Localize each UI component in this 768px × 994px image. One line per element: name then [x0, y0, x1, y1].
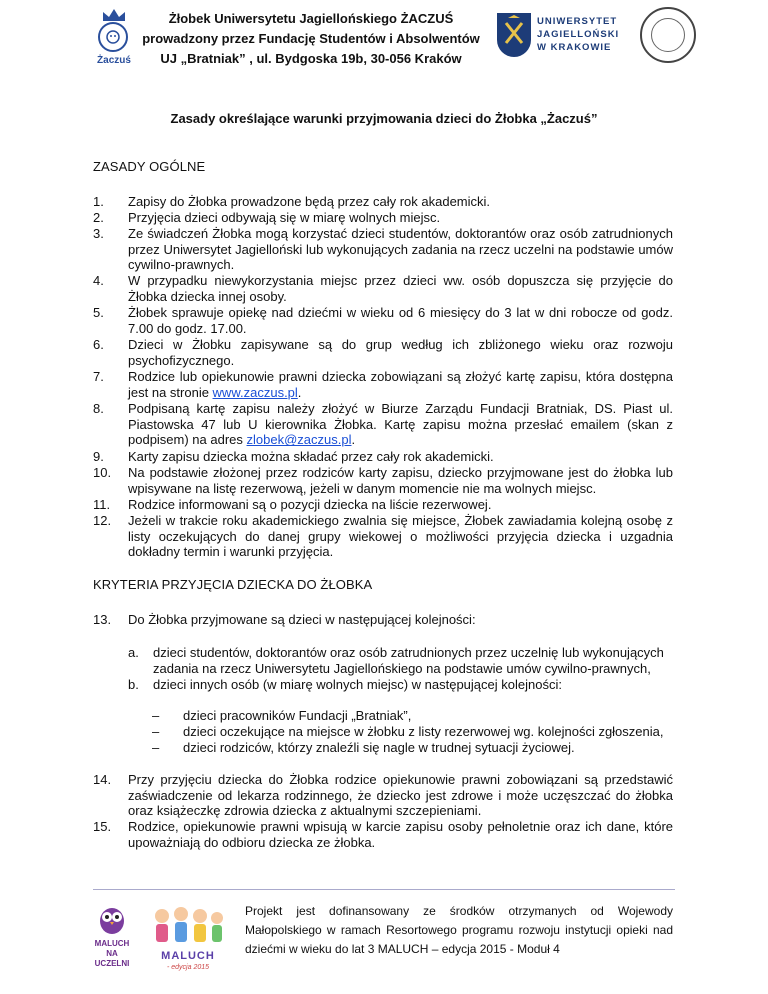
item-number: 8.	[93, 401, 104, 416]
footer-funding-note: Projekt jest dofinansowany ze środków otrzymanych od Wojewody Małopolskiego w ramach Resortowego programu rozwoju instytucji opieki nad dziećmi w wieku do lat 3 MALUCH – edycja 2015 - Moduł 4	[245, 904, 673, 956]
list-item-10: Na podstawie złożonej przez rodziców karty zapisu, dziecko przyjmowane jest do żłobka lub wpisywane na listę rezerwową, jeżeli w danym momencie nie ma wolnych miejsc.	[128, 465, 673, 496]
list-item-8	[128, 401, 673, 448]
uj-shield-icon	[497, 13, 531, 57]
dash-bullet: –	[152, 724, 160, 739]
list-item-9: Karty zapisu dziecka można składać przez cały rok akademicki.	[128, 449, 494, 464]
section-heading-criteria: KRYTERIA PRZYJĘCIA DZIECKA DO ŻŁOBKA	[93, 577, 373, 592]
item-number: 12.	[93, 513, 112, 528]
item-number: 9.	[93, 449, 104, 464]
item-number: 1.	[93, 194, 104, 209]
list-item-11: Rodzice informowani są o pozycji dziecka na liście rezerwowej.	[128, 497, 492, 512]
item-number: 2.	[93, 210, 104, 225]
child-face-icon	[100, 24, 126, 50]
list-item-1: Zapisy do Żłobka prowadzone będą przez cały rok akademicki.	[128, 194, 491, 209]
sub-item-a: dzieci studentów, doktorantów oraz osób zatrudnionych przez uczelnię lub wykonujących zadania na rzecz Uniwersytetu Jagiellońskiego na podstawie umów cywilno-prawnych,	[153, 645, 664, 676]
maluch-logo-text: MALUCH	[161, 950, 215, 962]
seal-inner-ring	[651, 18, 685, 52]
item-number: 10.	[93, 465, 112, 480]
sub-item-label: b.	[128, 677, 139, 692]
page-header	[0, 0, 768, 75]
header-title	[141, 9, 481, 69]
item-number: 4.	[93, 273, 104, 288]
owl-logo-text	[88, 939, 136, 969]
item-number: 13.	[93, 612, 112, 627]
list-item-5: Żłobek sprawuje opiekę nad dziećmi w wieku od 6 miesięcy do 3 lat w dni robocze od godz. 7.00 do godz. 17.00.	[128, 305, 673, 336]
uj-logo-line-1: UNIWERSYTET	[537, 16, 618, 27]
uj-logo-line-3: W KRAKOWIE	[537, 42, 612, 53]
list-item-12: Jeżeli w trakcie roku akademickiego zwalnia się miejsce, Żłobek zawiadamia kolejną osobę z listy oczekujących do danej grupy wiekowej o możliwości przyjęcia dziecka i uzgadnia dokładny termin i warunki przyjęcia.	[128, 513, 673, 560]
item-8-text: Podpisaną kartę zapisu należy złożyć w Biurze Zarządu Fundacji Bratniak, DS. Piast ul. Piastowska 47 lub U kierownika Żłobka. Kartę zapisu można przesłać emailem (skan z podpisem) na adres	[128, 401, 673, 448]
item-number: 14.	[93, 772, 112, 787]
bratniak-seal-icon	[640, 7, 696, 63]
header-line-1: Żłobek Uniwersytetu Jagiellońskiego ŻACZUŚ	[168, 11, 454, 26]
item-8-end: .	[351, 432, 356, 448]
item-number: 7.	[93, 369, 104, 384]
list-item-3: Ze świadczeń Żłobka mogą korzystać dzieci studentów, doktorantów oraz osób zatrudnionych przez Uniwersytet Jagielloński lub wykonujących zadania na rzecz uczelni na podstawie umów cywilno-prawnych.	[128, 226, 673, 273]
list-item-15: Rodzice, opiekunowie prawni wpisują w karcie zapisu osoby pełnoletnie oraz ich dane, które upoważniają do odbioru dziecka ze żłobka.	[128, 819, 673, 850]
zaczus-website-link[interactable]: www.zaczus.pl	[212, 384, 298, 400]
list-item-13: Do Żłobka przyjmowane są dzieci w następującej kolejności:	[128, 612, 476, 627]
list-item-2: Przyjęcia dzieci odbywają się w miarę wolnych miejsc.	[128, 210, 441, 225]
owl-label-line-2: NA UCZELNI	[94, 949, 130, 968]
maluch-edition-text: - edycja 2015	[166, 964, 210, 971]
zaczus-logo-text: Żaczuś	[97, 55, 131, 66]
children-illustration-icon	[148, 902, 228, 948]
uj-logo-line-2: JAGIELLOŃSKI	[537, 29, 620, 40]
zaczus-logo	[93, 8, 135, 68]
sub-item-b: dzieci innych osób (w miarę wolnych miejsc) w następującej kolejności:	[153, 677, 562, 692]
section-heading-general: ZASADY OGÓLNE	[93, 159, 206, 174]
list-item-7	[128, 369, 673, 400]
document-title: Zasady określające warunki przyjmowania dzieci do Żłobka „Żaczuś”	[170, 111, 598, 126]
dash-bullet: –	[152, 708, 160, 723]
dash-bullet: –	[152, 740, 160, 755]
list-item-14: Przy przyjęciu dziecka do Żłobka rodzice opiekunowie prawni zobowiązani są przedstawić zaświadczenie od lekarza rodzinnego, że dziecko jest zdrowe i może uczęszczać do żłobka oraz książeczkę zdrowia dziecka z aktualnymi szczepieniami.	[128, 772, 673, 819]
item-number: 5.	[93, 305, 104, 320]
item-7-end: .	[297, 384, 302, 400]
header-line-3: UJ „Bratniak” , ul. Bydgoska 19b, 30-056 Kraków	[160, 51, 462, 66]
crown-icon	[101, 8, 127, 22]
item-number: 11.	[93, 497, 111, 512]
owl-icon	[95, 902, 129, 936]
dash-item-2: dzieci oczekujące na miejsce w żłobku z listy rezerwowej wg. kolejności zgłoszenia,	[183, 724, 664, 739]
owl-label-line-1: MALUCH	[94, 939, 130, 948]
email-link[interactable]: zlobek@zaczus.pl	[246, 432, 352, 448]
sub-item-label: a.	[128, 645, 139, 660]
item-7-text: Rodzice lub opiekunowie prawni dziecka zobowiązani są złożyć kartę zapisu, która dostępna jest na stronie	[128, 369, 673, 400]
header-line-2: prowadzony przez Fundację Studentów i Absolwentów	[142, 31, 480, 46]
footer-divider	[93, 889, 675, 890]
list-item-6: Dzieci w Żłobku zapisywane są do grup według ich zbliżonego wieku oraz rozwoju psychofizycznego.	[128, 337, 673, 368]
dash-item-1: dzieci pracowników Fundacji „Bratniak”,	[183, 708, 412, 723]
logo-circle	[98, 22, 128, 52]
uj-logo-text	[537, 15, 619, 54]
list-item-4: W przypadku niewykorzystania miejsc przez dzieci ww. osób dopuszcza się przyjęcie do Żłobka dziecka innej osoby.	[128, 273, 673, 304]
uj-logo	[497, 13, 623, 59]
item-number: 3.	[93, 226, 104, 241]
dash-item-3: dzieci rodziców, którzy znaleźli się nagle w trudnej sytuacji życiowej.	[183, 740, 575, 755]
item-number: 15.	[93, 819, 112, 834]
item-number: 6.	[93, 337, 104, 352]
